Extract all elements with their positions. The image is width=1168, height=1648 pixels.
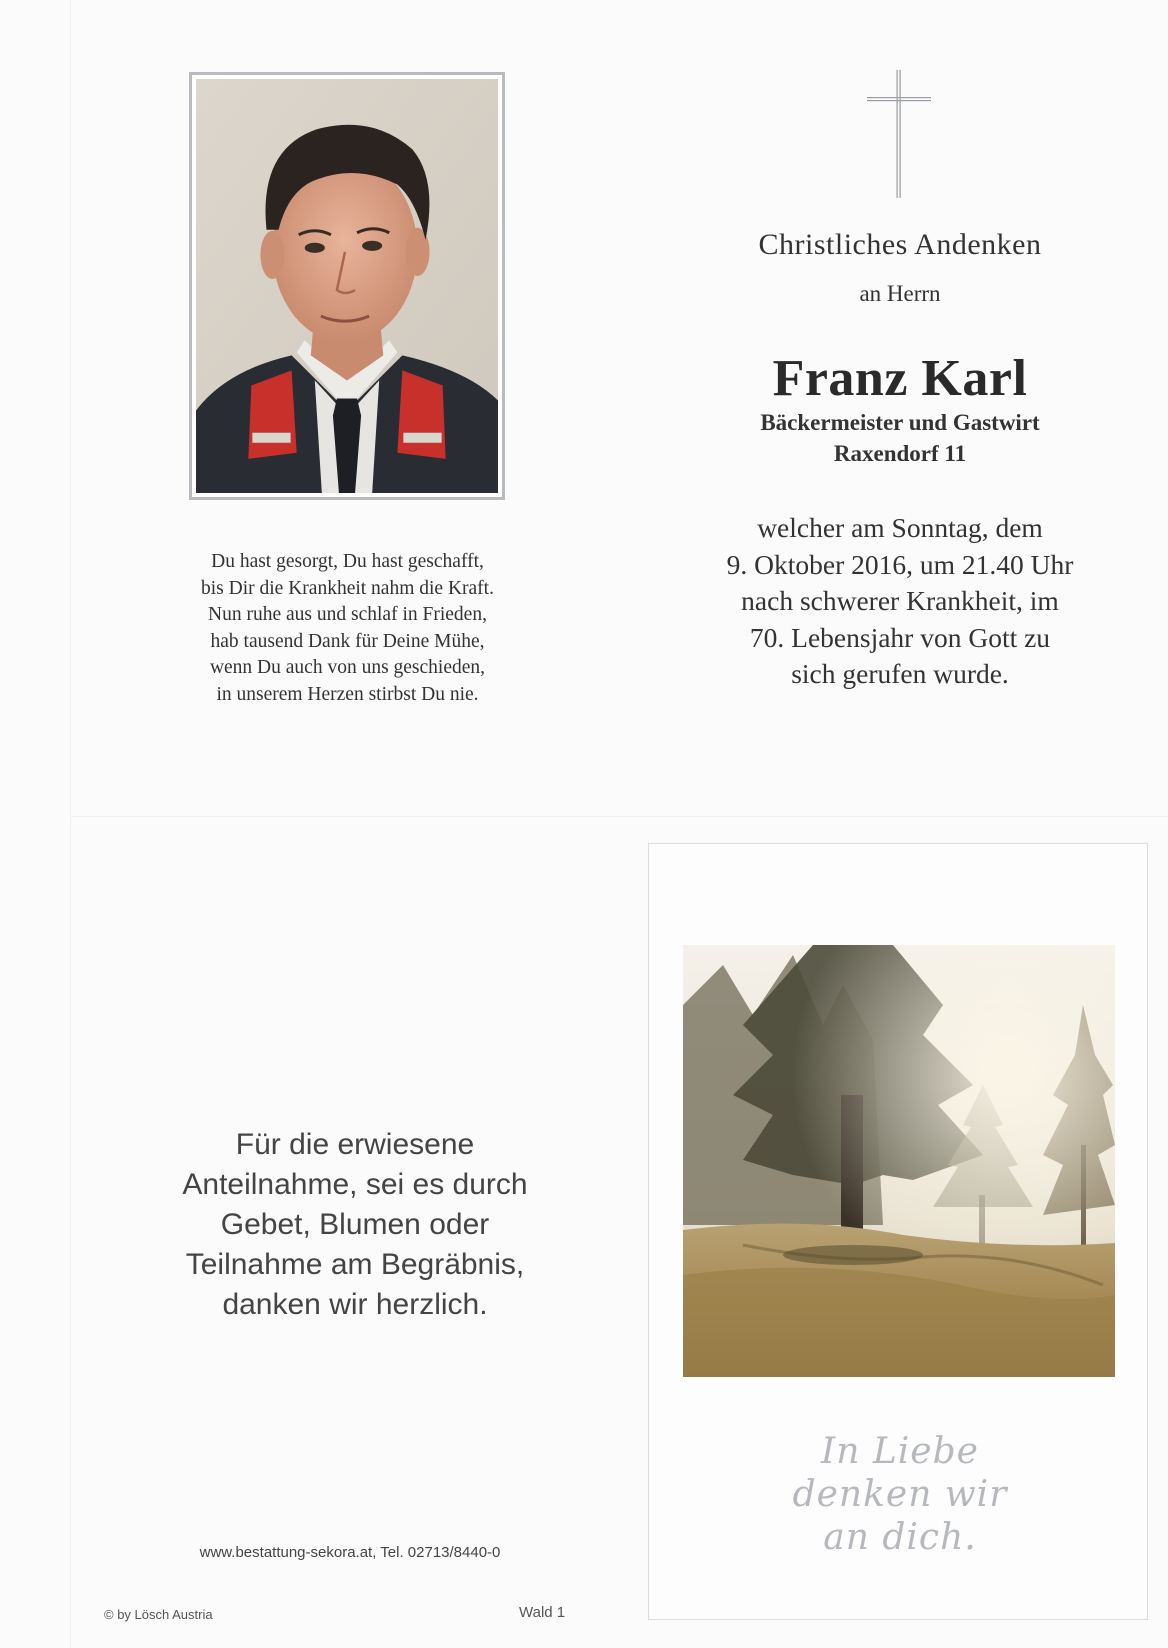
death-line: 9. Oktober 2016, um 21.40 Uhr — [726, 548, 1074, 580]
thanks-line: Anteilnahme, sei es durch — [182, 1168, 528, 1201]
poem-line: wenn Du auch von uns geschieden, — [209, 657, 486, 678]
portrait-photo — [189, 72, 505, 500]
poem-line: bis Dir die Krankheit nahm die Kraft. — [201, 577, 494, 599]
death-notice — [680, 510, 1120, 693]
forest-image — [683, 945, 1115, 1377]
template-name: Wald 1 — [519, 1604, 566, 1621]
address: Raxendorf 11 — [833, 441, 967, 466]
memory-line: an dich. — [823, 1517, 977, 1558]
thanks-line: danken wir herzlich. — [222, 1288, 488, 1321]
poem-line: hab tausend Dank für Deine Mühe, — [210, 630, 485, 652]
fold-line — [70, 816, 1168, 817]
thanks-text — [130, 1125, 580, 1325]
memorial-title: Christliches Andenken — [758, 228, 1042, 261]
thanks-line: Für die erwiesene — [235, 1128, 475, 1161]
portrait-image — [196, 79, 498, 493]
thanks-line: Gebet, Blumen oder — [220, 1208, 490, 1241]
page-edge-line — [70, 0, 71, 1648]
death-line: 70. Lebensjahr von Gott zu — [749, 621, 1051, 653]
memory-line: denken wir — [792, 1474, 1008, 1515]
memory-verse — [740, 1430, 1060, 1559]
death-line: welcher am Sonntag, dem — [757, 512, 1043, 543]
forest-illustration — [683, 945, 1115, 1377]
salutation: an Herrn — [859, 281, 941, 306]
thanks-line: Teilnahme am Begräbnis, — [185, 1248, 525, 1281]
death-line: nach schwerer Krankheit, im — [741, 585, 1059, 616]
poem — [150, 549, 545, 708]
cross-icon — [867, 70, 931, 198]
poem-line: Du hast gesorgt, Du hast geschafft, — [211, 551, 484, 572]
memory-line: In Liebe — [821, 1431, 979, 1472]
copyright: © by Lösch Austria — [104, 1607, 213, 1622]
poem-line: Nun ruhe aus und schlaf in Frieden, — [208, 604, 487, 625]
deceased-name: Franz Karl — [772, 350, 1028, 407]
death-line: sich gerufen wurde. — [791, 658, 1009, 689]
contact-line: www.bestattung-sekora.at, Tel. 02713/8440-0 — [199, 1544, 501, 1561]
profession: Bäckermeister und Gastwirt — [760, 410, 1040, 435]
poem-line: in unserem Herzen stirbst Du nie. — [216, 683, 479, 705]
